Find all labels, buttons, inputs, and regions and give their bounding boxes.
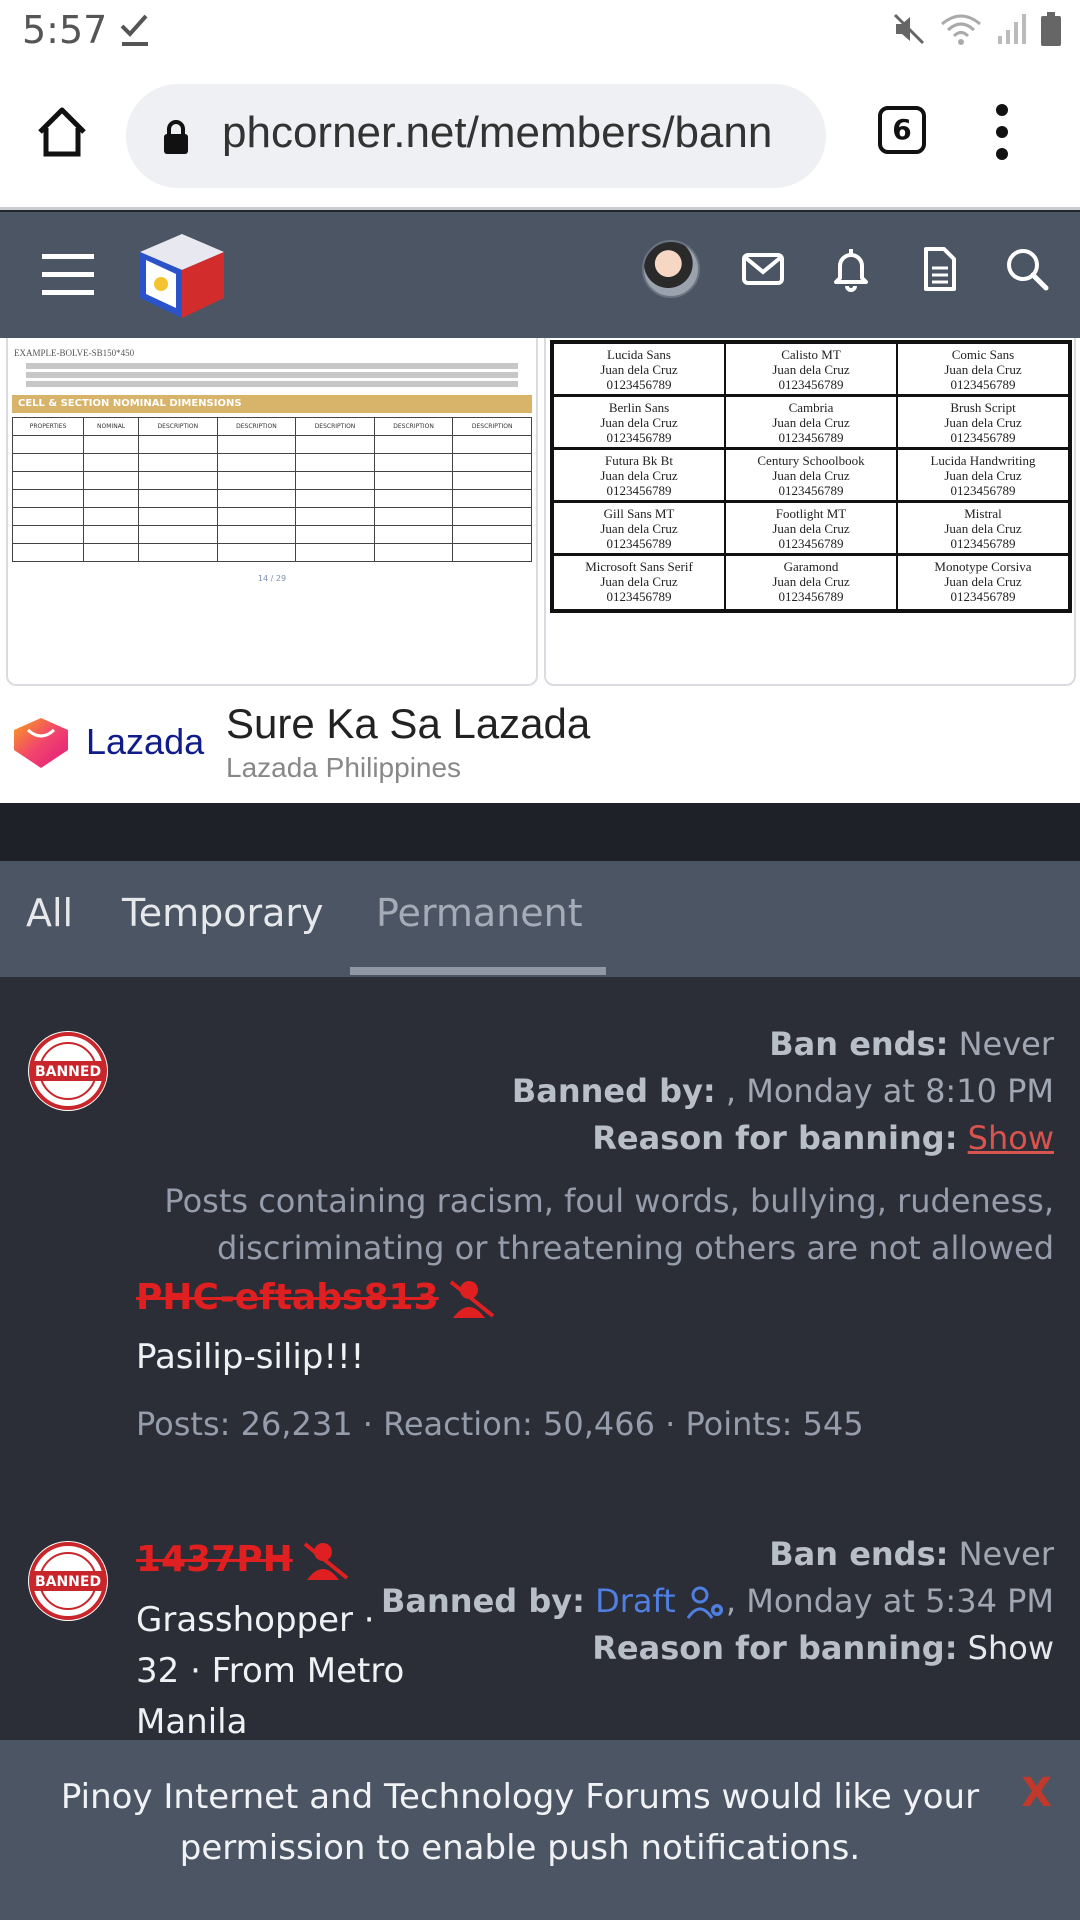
table-header-cell: DESCRIPTION — [453, 418, 532, 436]
font-sample-cell: Gill Sans MT Juan dela Cruz 0123456789 — [554, 503, 726, 553]
svg-text:BANNED: BANNED — [34, 1574, 102, 1590]
battery-icon — [1040, 12, 1062, 46]
lazada-brand-text[interactable]: Lazada — [86, 721, 205, 762]
site-header — [0, 212, 1080, 338]
font-sample-cell: Futura Bk Bt Juan dela Cruz 0123456789 — [554, 450, 726, 500]
ad-image-spec-sheet[interactable] — [6, 338, 538, 686]
lock-icon — [162, 120, 190, 154]
doc-page-number: 14 / 29 — [257, 574, 287, 583]
banned-by-link[interactable]: Draft — [595, 1582, 676, 1620]
font-sample-cell: Calisto MT Juan dela Cruz 0123456789 — [726, 344, 898, 394]
ban-ends-value: Never — [958, 1535, 1054, 1573]
banned-members-list — [0, 977, 1080, 1740]
close-icon[interactable]: X — [1021, 1770, 1052, 1816]
font-sample-row — [554, 503, 1068, 556]
banned-username[interactable]: PHC-eftabs813 — [136, 1277, 439, 1318]
ban-meta — [512, 1021, 1054, 1162]
table-row — [13, 526, 532, 544]
table-header-cell: DESCRIPTION — [374, 418, 453, 436]
tab-all[interactable]: All — [26, 891, 74, 935]
font-sample-cell: Monotype Corsiva Juan dela Cruz 0123456789 — [934, 559, 1032, 604]
site-logo-icon[interactable] — [136, 230, 228, 322]
address-bar[interactable] — [126, 84, 826, 188]
reason-label: Reason for banning: — [592, 1629, 958, 1667]
ad-container[interactable] — [0, 338, 1080, 803]
signal-icon — [996, 12, 1026, 46]
font-sample-cell: Microsoft Sans Serif Juan dela Cruz 0123456789 — [554, 556, 726, 609]
font-sample-cell: Mistral Juan dela Cruz 0123456789 — [944, 506, 1022, 551]
home-icon[interactable] — [34, 104, 90, 160]
table-row — [13, 436, 532, 454]
table-header-cell: DESCRIPTION — [296, 418, 375, 436]
url-text[interactable]: phcorner.net/members/bann — [222, 108, 773, 157]
font-sample-cell: Brush Script Juan dela Cruz 0123456789 — [944, 400, 1022, 445]
ban-ends — [512, 1021, 1054, 1068]
banned-stamp-icon — [26, 1539, 110, 1623]
tab-permanent[interactable]: Permanent — [376, 891, 583, 935]
banned-user-icon — [447, 1278, 495, 1320]
ad-image-font-samples[interactable] — [544, 338, 1076, 686]
active-tab-indicator — [350, 967, 606, 975]
banned-by-label: Banned by: — [381, 1582, 585, 1620]
ban-meta — [381, 1531, 1054, 1672]
table-header-cell: DESCRIPTION — [217, 418, 296, 436]
tab-temporary[interactable]: Temporary — [122, 891, 324, 935]
status-icons — [892, 12, 1062, 46]
banned-stamp-icon — [26, 1029, 110, 1113]
lazada-logo-icon[interactable] — [10, 716, 72, 770]
banned-by-label: Banned by: — [511, 1072, 716, 1110]
reason-label: Reason for banning: — [592, 1119, 958, 1157]
ad-subtitle[interactable]: Lazada Philippines — [226, 752, 462, 783]
reason — [512, 1115, 1054, 1162]
table-row — [13, 544, 532, 562]
font-sample-row — [554, 450, 1068, 503]
mail-icon[interactable] — [738, 244, 788, 294]
table-header-cell: PROPERTIES — [13, 418, 84, 436]
search-icon[interactable] — [1002, 244, 1052, 294]
doc-line — [26, 372, 518, 378]
banned-by — [512, 1068, 1054, 1115]
section-divider — [0, 803, 1080, 861]
status-time: 5:57 — [22, 8, 108, 52]
table-header-cell: DESCRIPTION — [139, 418, 218, 436]
show-reason-link[interactable]: Show — [967, 1119, 1054, 1157]
banned-by — [381, 1578, 1054, 1625]
ban-ends-label: Ban ends: — [769, 1535, 949, 1573]
ban-ends — [381, 1531, 1054, 1578]
user-info: Grasshopper · 32 · From Metro Manila — [136, 1600, 405, 1740]
tab-switcher-button[interactable]: 6 — [878, 106, 926, 154]
ban-ends-label: Ban ends: — [769, 1025, 949, 1063]
font-sample-cell: Berlin Sans Juan dela Cruz 0123456789 — [554, 397, 726, 447]
banned-username[interactable]: 1437PH — [136, 1539, 293, 1580]
font-sample-cell: Century Schoolbook Juan dela Cruz 0123456789 — [726, 450, 898, 500]
header-icons — [642, 240, 1052, 298]
font-sample-cell: Footlight MT Juan dela Cruz 0123456789 — [726, 503, 898, 553]
ban-ends-value: Never — [958, 1025, 1054, 1063]
table-header-cell: NOMINAL — [84, 418, 139, 436]
banned-username-row — [136, 1539, 349, 1582]
ban-reason-text: Posts containing racism, foul words, bullying, rudeness, discriminating or threatening others are not allowed — [164, 1182, 1054, 1267]
download-done-icon — [118, 10, 152, 48]
font-sample-cell: Comic Sans Juan dela Cruz 0123456789 — [944, 347, 1022, 392]
doc-line — [26, 381, 518, 387]
font-sample-cell: Lucida Sans Juan dela Cruz 0123456789 — [554, 344, 726, 394]
bell-icon[interactable] — [826, 244, 876, 294]
font-sample-row — [554, 556, 1068, 609]
banned-by-time: , Monday at 5:34 PM — [725, 1582, 1054, 1620]
ad-title[interactable]: Sure Ka Sa Lazada — [226, 700, 591, 747]
doc-title: EXAMPLE-BOLVE-SB150*450 — [14, 348, 135, 358]
browser-toolbar — [0, 64, 1080, 210]
font-sample-grid — [550, 340, 1072, 613]
banned-user-icon — [301, 1540, 349, 1582]
font-sample-cell: Lucida Handwriting Juan dela Cruz 0123456789 — [930, 453, 1036, 498]
more-options-icon[interactable] — [990, 100, 1014, 164]
table-row — [13, 490, 532, 508]
table-row — [13, 454, 532, 472]
reason — [381, 1625, 1054, 1672]
show-reason-link[interactable]: Show — [967, 1629, 1054, 1667]
banned-by-value: , Monday at 8:10 PM — [725, 1072, 1054, 1110]
doc-line — [26, 363, 518, 369]
document-icon[interactable] — [914, 244, 964, 294]
table-row — [13, 508, 532, 526]
ban-filter-tabs — [0, 861, 1080, 977]
user-avatar[interactable] — [642, 240, 700, 298]
font-sample-row — [554, 344, 1068, 397]
banned-username-row — [136, 1277, 495, 1320]
push-prompt-text[interactable]: Pinoy Internet and Technology Forums would like your permission to enable push notifications. — [60, 1777, 980, 1868]
user-title: Pasilip-silip!!! — [136, 1337, 365, 1377]
status-bar — [0, 0, 1080, 64]
font-sample-cell: Cambria Juan dela Cruz 0123456789 — [726, 397, 898, 447]
mute-icon — [892, 12, 926, 46]
doc-banner: CELL & SECTION NOMINAL DIMENSIONS — [12, 395, 532, 413]
wifi-icon — [940, 12, 982, 46]
table-row — [13, 418, 532, 436]
hamburger-menu-icon[interactable] — [42, 252, 94, 298]
staff-member-icon — [686, 1586, 726, 1620]
font-sample-cell: Garamond Juan dela Cruz 0123456789 — [726, 556, 898, 609]
font-sample-row — [554, 397, 1068, 450]
doc-table — [12, 417, 532, 562]
push-notification-prompt[interactable] — [0, 1740, 1080, 1920]
svg-text:BANNED: BANNED — [34, 1064, 102, 1080]
table-row — [13, 472, 532, 490]
user-stats: Posts: 26,231 · Reaction: 50,466 · Points: 545 — [136, 1405, 864, 1443]
